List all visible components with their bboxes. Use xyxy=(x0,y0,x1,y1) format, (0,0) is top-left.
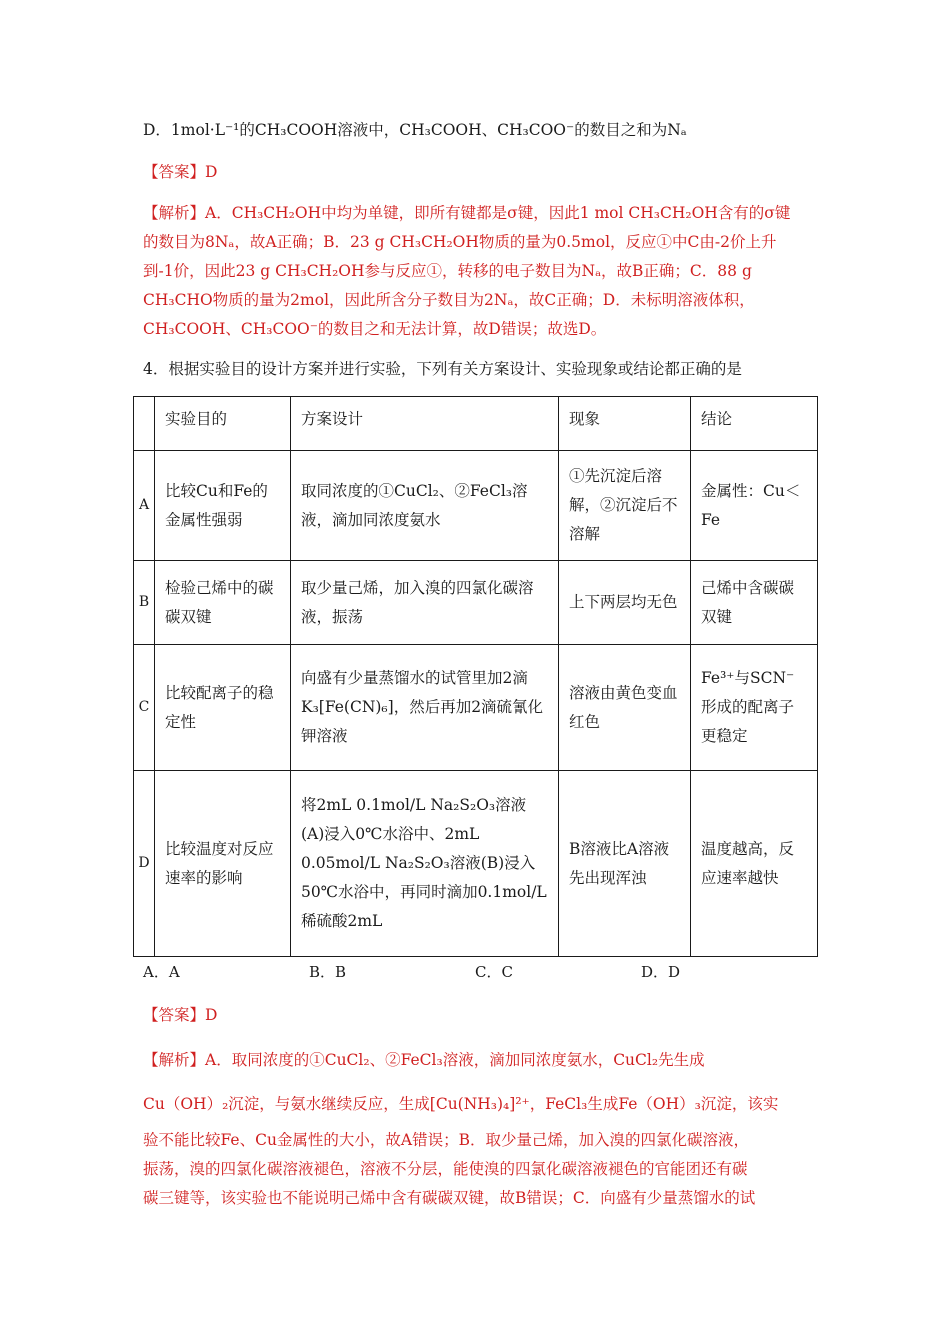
analysis-1-line-3: 到-1价，因此23 g CH₃CH₂OH参与反应①，转移的电子数目为Nₐ，故B正确；C．88 g xyxy=(143,262,752,280)
header-conclusion: 结论 xyxy=(691,397,818,451)
row-phenomenon: B溶液比A溶液先出现浑浊 xyxy=(559,771,691,957)
row-option: B xyxy=(134,561,155,645)
analysis-2-line-2: Cu（OH）₂沉淀，与氨水继续反应，生成[Cu(NH₃)₄]²⁺，FeCl₃生成Fe（OH）₃沉淀，该实 xyxy=(143,1095,779,1113)
table-row xyxy=(134,451,818,561)
analysis-1-line-4: CH₃CHO物质的量为2mol，因此所含分子数目为2Nₐ，故C正确；D．未标明溶液体积， xyxy=(143,291,755,309)
table-header-row xyxy=(134,397,818,451)
row-option: C xyxy=(134,645,155,771)
answer-value: D xyxy=(205,163,218,181)
row-conclusion: 己烯中含碳碳双键 xyxy=(691,561,818,645)
row-design: 将2mL 0.1mol/L Na₂S₂O₃溶液(A)浸入0℃水浴中、2mL 0.05mol/L Na₂S₂O₃溶液(B)浸入50℃水浴中，再同时滴加0.1mol/L稀硫酸2mL xyxy=(291,771,559,957)
header-option xyxy=(134,397,155,451)
row-purpose: 比较Cu和Fe的金属性强弱 xyxy=(155,451,291,561)
analysis-2-line-1 xyxy=(143,1048,705,1070)
question-4-stem: 4．根据实验目的设计方案并进行实验，下列有关方案设计、实验现象或结论都正确的是 xyxy=(143,360,742,378)
analysis-1-line-1 xyxy=(143,201,790,223)
analysis-text: A．CH₃CH₂OH中均为单键，即所有键都是σ键，因此1 mol CH₃CH₂OH含有的σ键 xyxy=(205,204,791,222)
analysis-1-line-2: 的数目为8Nₐ，故A正确；B．23 g CH₃CH₂OH物质的量为0.5mol，反应①中C由-2价上升 xyxy=(143,233,777,251)
header-purpose: 实验目的 xyxy=(155,397,291,451)
choice-d: D．D xyxy=(641,963,681,981)
row-phenomenon: 溶液由黄色变血红色 xyxy=(559,645,691,771)
analysis-2-line-5: 碳三键等，该实验也不能说明己烯中含有碳碳双键，故B错误；C．向盛有少量蒸馏水的试 xyxy=(143,1189,756,1207)
row-option: A xyxy=(134,451,155,561)
row-conclusion: Fe³⁺与SCN⁻形成的配离子更稳定 xyxy=(691,645,818,771)
analysis-2-line-4: 振荡，溴的四氯化碳溶液褪色，溶液不分层，能使溴的四氯化碳溶液褪色的官能团还有碳 xyxy=(143,1160,748,1178)
row-design: 向盛有少量蒸馏水的试管里加2滴K₃[Fe(CN)₆]，然后再加2滴硫氰化钾溶液 xyxy=(291,645,559,771)
analysis-label: 【解析】 xyxy=(143,204,206,222)
experiment-table xyxy=(133,396,818,957)
answer-label: 【答案】 xyxy=(143,163,206,181)
answer-label: 【答案】 xyxy=(143,1006,206,1024)
analysis-1-line-5: CH₃COOH、CH₃COO⁻的数目之和无法计算，故D错误；故选D。 xyxy=(143,320,607,338)
answer-1 xyxy=(143,160,217,182)
row-purpose: 比较温度对反应速率的影响 xyxy=(155,771,291,957)
row-conclusion: 温度越高，反应速率越快 xyxy=(691,771,818,957)
choice-b: B．B xyxy=(309,963,347,981)
answer-value: D xyxy=(205,1006,218,1024)
analysis-2-line-3: 验不能比较Fe、Cu金属性的大小，故A错误；B．取少量己烯，加入溴的四氯化碳溶液， xyxy=(143,1131,750,1149)
answer-2 xyxy=(143,1003,217,1025)
table-row xyxy=(134,645,818,771)
choice-a: A．A xyxy=(143,963,180,981)
row-phenomenon: 上下两层均无色 xyxy=(559,561,691,645)
row-conclusion: 金属性：Cu＜Fe xyxy=(691,451,818,561)
row-option: D xyxy=(134,771,155,957)
analysis-text: A．取同浓度的①CuCl₂、②FeCl₃溶液，滴加同浓度氨水，CuCl₂先生成 xyxy=(205,1051,705,1069)
option-d-line: D．1mol·L⁻¹的CH₃COOH溶液中，CH₃COOH、CH₃COO⁻的数目之和为Nₐ xyxy=(143,121,687,139)
row-design: 取少量己烯，加入溴的四氯化碳溶液，振荡 xyxy=(291,561,559,645)
header-phenomenon: 现象 xyxy=(559,397,691,451)
row-purpose: 比较配离子的稳定性 xyxy=(155,645,291,771)
row-phenomenon: ①先沉淀后溶解，②沉淀后不溶解 xyxy=(559,451,691,561)
choice-c: C．C xyxy=(475,963,513,981)
table-row xyxy=(134,561,818,645)
row-purpose: 检验己烯中的碳碳双键 xyxy=(155,561,291,645)
row-design: 取同浓度的①CuCl₂、②FeCl₃溶液，滴加同浓度氨水 xyxy=(291,451,559,561)
header-design: 方案设计 xyxy=(291,397,559,451)
analysis-label: 【解析】 xyxy=(143,1051,206,1069)
table-row xyxy=(134,771,818,957)
